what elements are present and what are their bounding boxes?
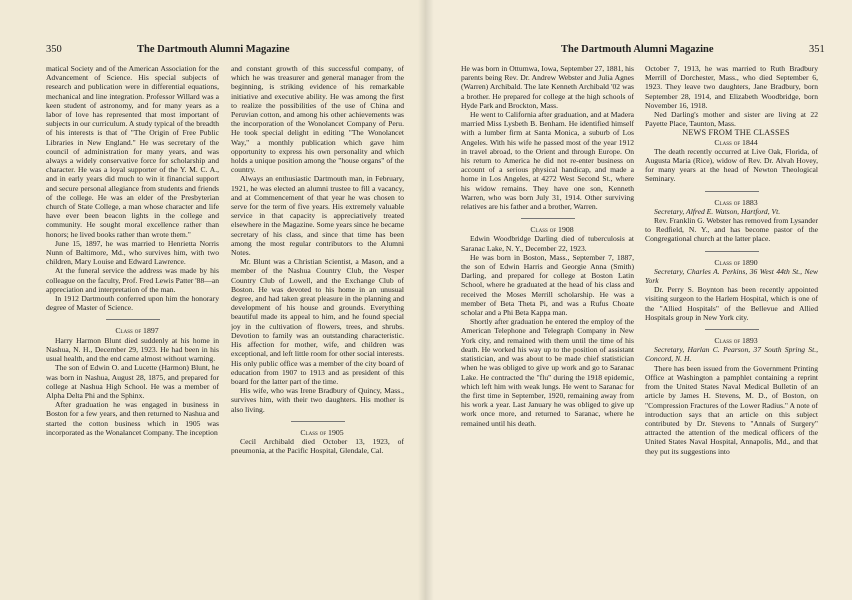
paragraph: Harry Harmon Blunt died suddenly at his home in Nashua, N. H., December 29, 1923. He had been in his usual health, and the end came almost without warning. — [46, 335, 219, 364]
page-number: 351 — [809, 44, 825, 55]
class-heading: Class of 1905 — [300, 427, 344, 437]
paragraph: He was born in Boston, Mass., September 7, 1887, the son of Edwin Harris and Georgie Anna (Smith) Darling, and prepared for college at Boston Latin School, where he graduated at the head of his class and received the Moses Merrill scholarship. He was a member of Beta Theta Pi, and was a Rufus Choate scholar and a Phi Beta Kappa man. — [461, 252, 634, 318]
class-heading: Class of 1883 — [714, 197, 758, 207]
paragraph: Cecil Archibald died October 13, 1923, of pneumonia, at the Pacific Hospital, Glendale, Cal. — [231, 436, 404, 456]
class-heading: Class of 1897 — [115, 326, 159, 336]
right-page — [426, 0, 852, 600]
paragraph: matical Society and of the American Association for the Advancement of Science. His special subjects of research and publication were in differential equations, mechanical and line integration. Professor Willard was a keen student of astronomy, and for many years as a labor of love has represented that most important of subjects in our curriculum. A study typical of the breadth of his interests is that of "The Origin of Free Public Libraries in New England." He was secretary of the council of administration for many years, and was always a widely conservative force for scholarship and character. He was a loyal supporter of the Y. M. C. A., and in early years did much to win it financial support and secure personal allegiance from students and friends of the college. He was an elder of the Presbyterian church of State College, a man whose character and life have ever been beacon lights in the college and community. He sought moral excellence rather than honors; he lived books rather than wrote them." — [46, 64, 219, 239]
paragraph: Edwin Woodbridge Darling died of tuberculosis at Saranac Lake, N. Y., December 22, 1923. — [461, 234, 634, 253]
paragraph: Shortly after graduation he entered the employ of the American Telephone and Telegraph Company in New York city, and remained with them until the time of his death. He worked his way up to the position of assistant statistician, and was about to be made chief statistician when he was obliged to give up work and go to Saranac Lake. He contracted the "flu" during the 1918 epidemic, which left him with weak lungs. He went to Saranac for the first time in September, 1920, remaining away from his work a year. Last January he was obliged to give up work once more, and returned to Saranac, where he remained until his death. — [461, 317, 634, 428]
right-column-1 — [461, 64, 634, 594]
news-heading: NEWS FROM THE CLASSES — [682, 128, 790, 138]
paragraph: At the funeral service the address was made by his colleague on the faculty, Prof. Fred Lewis Patter '88—an appreciation and interpretation of the man. — [46, 266, 219, 294]
paragraph: There has been issued from the Government Printing Office at Washington a pamphlet containing a reprint from the United States Naval Medical Bulletin of an article by James H. Stevens, M. D., of Boston, on "Compression Fractures of the Lower Radius." A note of introduction says that an article on this subject contributed by Dr. Stevens to "Annals of Surgery" attracted the attention of the medical officers of the United States Naval Hospital, Annapolis, Md., and that they put its suggestions into — [645, 363, 818, 456]
paragraph: Rev. Franklin G. Webster has removed from Lysander to Redfield, N. Y., and has become pastor of the Congregational church at the latter place. — [645, 216, 818, 244]
running-head: The Dartmouth Alumni Magazine — [137, 44, 290, 55]
class-heading: Class of 1890 — [714, 257, 758, 267]
paragraph: and constant growth of this successful company, of which he was treasurer and general manager from the beginning, is striking evidence of his remarkable initiative and executive ability. He was among the first to realize the possibilities of the use of China and Peruvian cotton, and among his other achievements was the incorporation of the Wonolancet Company of Peru. He took special delight in editing "The Wonolancet Way," a monthly publication which gave him opportunity to express his own personality and which holds a unique position among the "house organs" of the country. — [231, 64, 404, 175]
binding-gutter — [418, 0, 434, 600]
section-rule — [106, 319, 160, 320]
paragraph: Dr. Perry S. Boynton has been recently appointed visiting surgeon to the Harlem Hospital, which is one of the "Allied Hospitals" of the Bellevue and Allied Hospitals group in New York city. — [645, 285, 818, 322]
left-column-2 — [231, 64, 404, 594]
paragraph: In 1912 Dartmouth conferred upon him the honorary degree of Master of Science. — [46, 294, 219, 313]
paragraph: October 7, 1913, he was married to Ruth Bradbury Merrill of Dorchester, Mass., who died September 6, 1923. They leave two daughters, Jane Bradbury, born September 28, 1914, and Elizabeth Woodbridge, born November 16, 1918. — [645, 64, 818, 110]
class-heading: Class of 1893 — [714, 336, 758, 346]
secretary-line: Secretary, Alfred E. Watson, Hartford, Vt. — [654, 206, 781, 216]
paragraph: He was born in Ottumwa, Iowa, September 27, 1881, his parents being Rev. Dr. Andrew Webster and Julia Agnes (Warren) Archibald. The late Kenneth Archibald '02 was a brother. He prepared for college at the high schools of Hyde Park and Brockton, Mass. — [461, 64, 634, 110]
paragraph: The son of Edwin O. and Lucette (Harmon) Blunt, he was born in Nashua, August 28, 1875, and prepared for college at Nashua High School. He was a member of Alpha Delta Phi and the Sphinx. — [46, 363, 219, 400]
section-rule — [291, 421, 345, 422]
secretary-line: Secretary, Charles A. Perkins, 36 West 44th St., New York — [645, 266, 818, 286]
page-number: 350 — [46, 44, 62, 55]
paragraph: He went to California after graduation, and at Madera married Miss Lysbeth B. Benham. He identified himself with a lumber firm at Santa Monica, a suburb of Los Angeles. With his wife he passed most of the year 1912 in travel abroad, to the Orient and through Europe. On his return to America he did not re-enter business on account of a serious physical handicap, and made a home in Los Angeles, at 4272 West Second St., where his widow remains. They have one son, Kenneth Warren, who was born July 31, 1914. Other surviving relatives are his father and a brother, Warren. — [461, 110, 634, 212]
paragraph: Mr. Blunt was a Christian Scientist, a Mason, and a member of the Nashua Country Club, the Vesper Country Club of Lowell, and the Exchange Club of Boston. He was devoted to his home in an unusual degree, and had taken great pleasure in the planning and development of his house and grounds. Everything beautiful made its appeal to him, and he found special joy in the cultivation of flowers, trees, and shrubs. Devotion to family was an outstanding characteristic. His affection for mother, wife, and children was exceptional, and left little room for other social interests. His only public office was a member of the city board of education from 1907 to 1913 and as president of this board for the latter part of the time. — [231, 257, 404, 386]
section-rule — [705, 329, 759, 330]
left-column-1 — [46, 64, 219, 594]
section-rule — [521, 218, 575, 219]
paragraph: Always an enthusiastic Dartmouth man, in February, 1921, he was elected an alumni trustee to fill a vacancy, and at Commencement of that year he was chosen to serve for the term of five years. His extremely valuable service in that capacity is appreciatively treated elsewhere in the Magazine. Some years since he became secretary of his class, and since that time has been among the most regular contributors to the Alumni Notes. — [231, 174, 404, 258]
paragraph: The death recently occurred at Live Oak, Florida, of Augusta Maria (Rice), widow of Rev. Dr. Alvah Hovey, for many years at the head of Newton Theological Seminary. — [645, 146, 818, 184]
paragraph: After graduation he was engaged in business in Boston for a few years, and then returned to Nashua and started the cotton business which in 1905 was incorporated as the Wonalancet Company. The inception — [46, 400, 219, 437]
running-head: The Dartmouth Alumni Magazine — [561, 44, 714, 55]
section-rule — [705, 251, 759, 252]
paragraph: June 15, 1897, he was married to Henrietta Norris Nunn of Baltimore, Md., who survives him, with two children, Mary Louise and Edward Lawrence. — [46, 238, 219, 267]
class-heading: Class of 1908 — [530, 225, 574, 235]
paragraph: His wife, who was Irene Bradbury of Quincy, Mass., survives him, with their two daughters. His mother is also living. — [231, 386, 404, 414]
secretary-line: Secretary, Harlan C. Pearson, 37 South Spring St., Concord, N. H. — [645, 345, 818, 364]
paragraph: Ned Darling's mother and sister are living at 22 Payette Place, Taunton, Mass. — [645, 110, 818, 129]
class-heading: Class of 1844 — [714, 137, 758, 147]
section-rule — [705, 191, 759, 192]
right-column-2 — [645, 64, 818, 594]
